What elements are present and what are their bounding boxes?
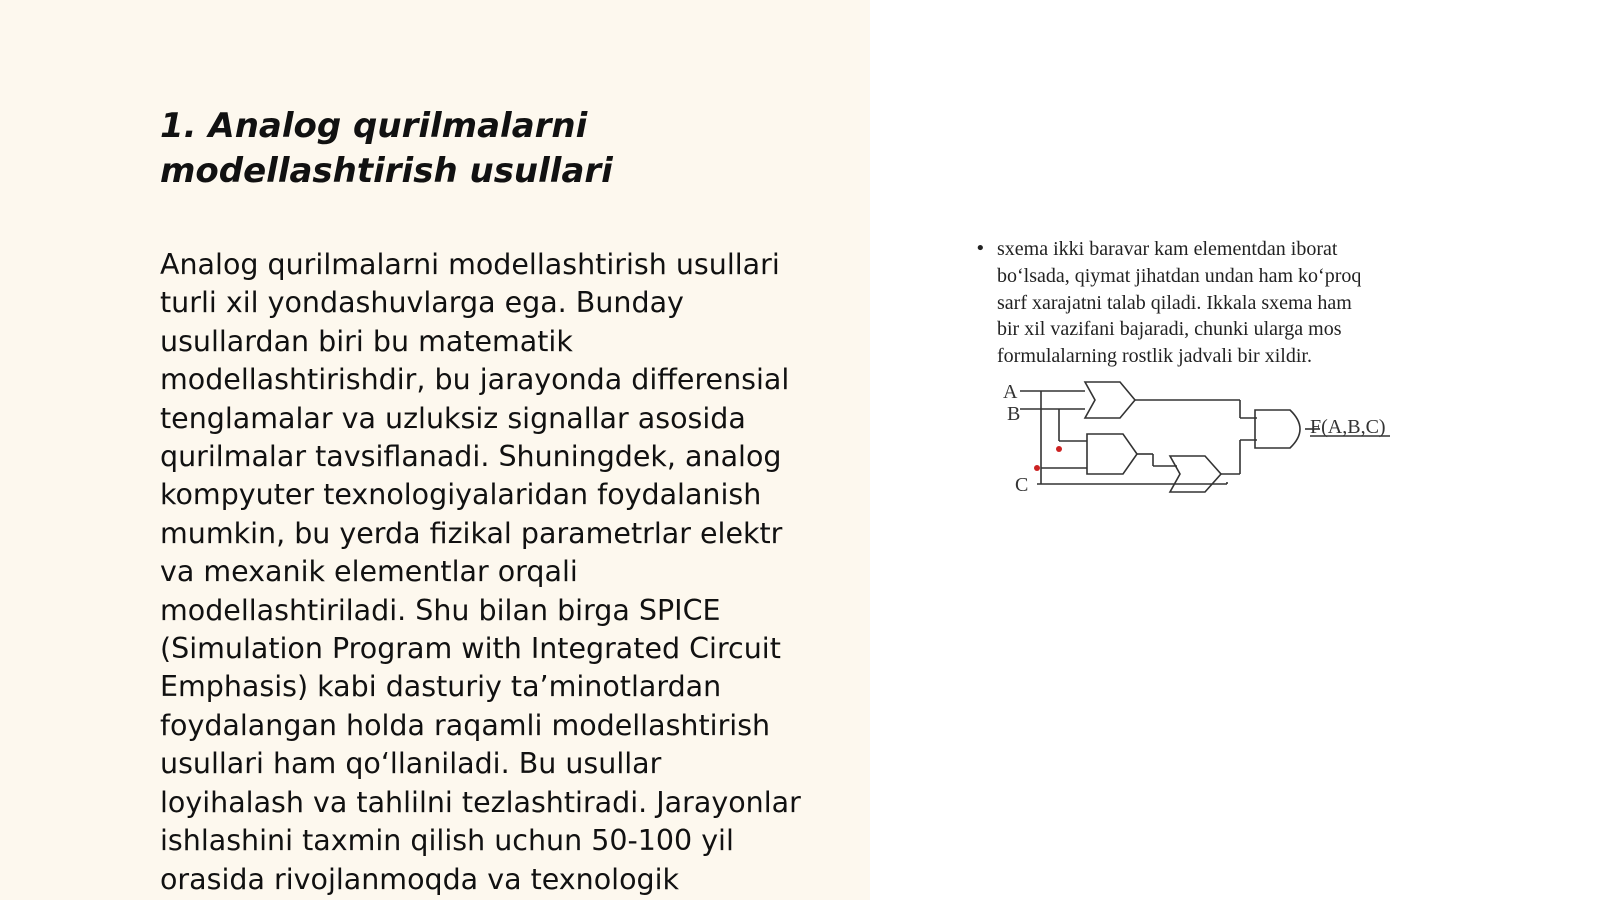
input-label-b: B (1007, 403, 1021, 425)
body-line: va mexanik elementlar orqali (160, 555, 578, 589)
body-line: kompyuter texnologiyalaridan foydalanish (160, 478, 762, 512)
caption-line: formulalarning rostlik jadvali bir xildir. (997, 345, 1312, 368)
slide-title-line-2: modellashtirish usullari (160, 151, 613, 191)
body-line: modellashtirishdir, bu jarayonda differensial (160, 363, 790, 397)
logic-gate-4 (1255, 410, 1300, 448)
body-line: turli xil yondashuvlarga ega. Bunday (160, 286, 684, 320)
logic-gate-2 (1087, 434, 1137, 474)
body-line: (Simulation Program with Integrated Circuit (160, 632, 781, 666)
slide-title (160, 104, 820, 194)
input-label-a: A (1003, 381, 1018, 403)
body-line: foydalangan holda raqamli modellashtirish (160, 708, 771, 742)
body-line: orasida rivojlanmoqda va texnologik (160, 862, 680, 896)
body-line: usullardan biri bu matematik (160, 324, 573, 358)
body-line: Analog qurilmalarni modellashtirish usullari (160, 248, 780, 281)
logic-gate-1 (1085, 382, 1135, 418)
body-line: Emphasis) kabi dasturiy ta’minotlardan (160, 670, 722, 704)
caption-line: bir xil vazifani bajaradi, chunki ularga mos (997, 318, 1342, 341)
output-label: F(A,B,C) (1310, 416, 1386, 438)
bullet-icon: • (975, 238, 986, 259)
body-line: loyihalash va tahlilni tezlashtiradi. Jarayonlar (160, 785, 801, 819)
body-line: ishlashini taxmin qilish uchun 50-100 yil (160, 824, 734, 858)
body-line: tenglamalar va uzluksiz signallar asosida (160, 401, 746, 435)
slide-body-text (160, 246, 840, 899)
input-label-c: C (1015, 474, 1029, 496)
figure-caption (997, 236, 1427, 370)
caption-line: sarf xarajatni talab qiladi. Ikkala sxema ham (997, 291, 1352, 314)
body-line: modellashtiriladi. Shu bilan birga SPICE (160, 593, 721, 627)
logic-gate-3 (1170, 456, 1221, 492)
caption-line: bo‘lsada, qiymat jihatdan undan ham ko‘proq (997, 264, 1362, 287)
logic-circuit-diagram (975, 376, 1395, 506)
junction-dot (1056, 446, 1062, 452)
junction-dot (1034, 465, 1040, 471)
body-line: usullari ham qo‘llaniladi. Bu usullar (160, 747, 662, 781)
slide-title-line-1: 1. Analog qurilmalarni (160, 106, 588, 146)
body-line: qurilmalar tavsiflanadi. Shuningdek, analog (160, 440, 782, 474)
caption-line: sxema ikki baravar kam elementdan iborat (997, 238, 1338, 260)
body-line: mumkin, bu yerda fizikal parametrlar elektr (160, 516, 783, 550)
circuit-figure (975, 236, 1435, 506)
